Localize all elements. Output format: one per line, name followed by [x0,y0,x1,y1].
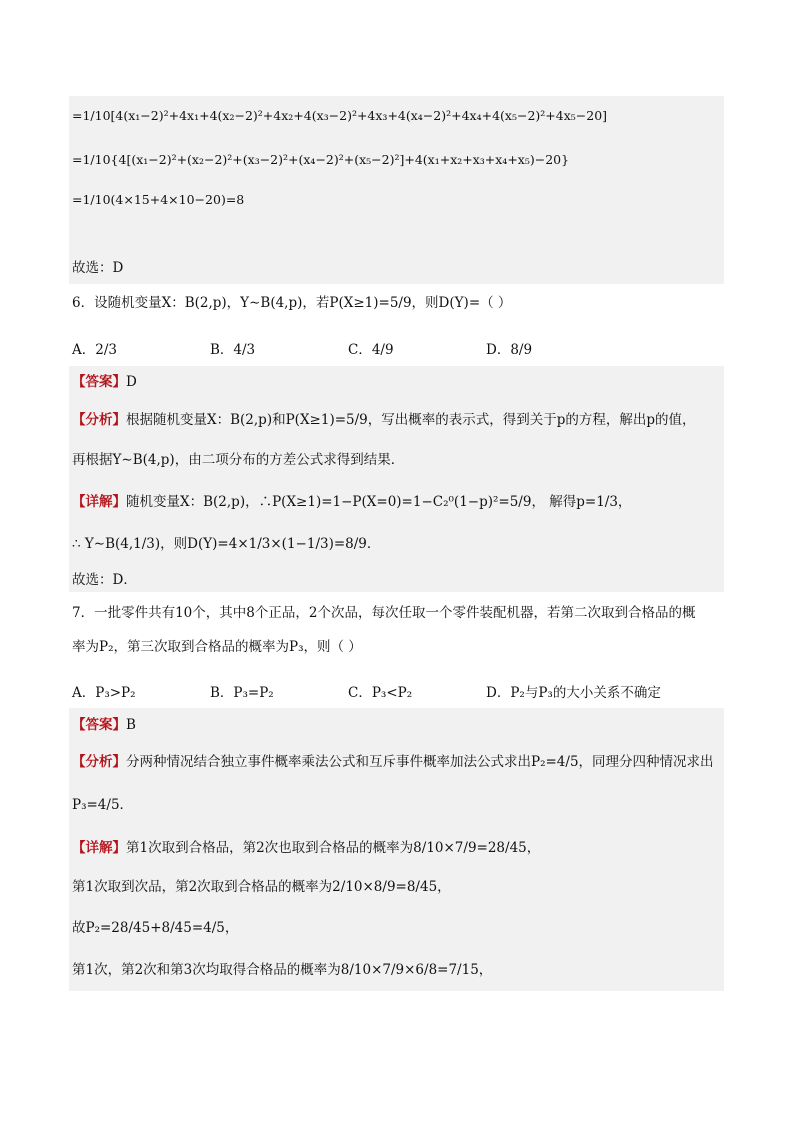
answer-tag: 【答案】 [72,374,126,390]
question-6-detail-line-2: ∴ Y∼B(4,1/3)，则D(Y)=4×1/3×(1−1/3)=8/9． [72,536,381,552]
answer-value: D [126,374,137,390]
question-7-answer [72,715,136,735]
question-6-analysis-line-2: 再根据Y∼B(4,p)，由二项分布的方差公式求得到结果． [72,452,405,468]
question-6-stem: 6．设随机变量X：B(2,p)，Y∼B(4,p)，若P(X≥1)=5/9，则D(Y)=（ ） [72,295,512,311]
solution-q5-line-2: =1/10{4[(x₁−2)²+(x₂−2)²+(x₃−2)²+(x₄−2)²+(x₅−2)²]+4(x₁+x₂+x₃+x₄+x₅)−20} [72,152,570,167]
question-6-select: 故选：D． [72,572,137,588]
answer-value: B [126,717,136,733]
answer-tag: 【答案】 [72,717,126,733]
question-7-detail-line-4: 第1次，第2次和第3次均取得合格品的概率为8/10×7/9×6/8=7/15， [72,962,493,978]
question-6-option-b: B．4/3 [210,342,256,358]
analysis-tag: 【分析】 [72,754,126,770]
analysis-text: 分两种情况结合独立事件概率乘法公式和互斥事件概率加法公式求出P₂=4/5，同理分四种情况求出 [126,754,714,770]
detail-tag: 【详解】 [72,494,126,510]
question-7-stem-line-1: 7．一批零件共有10个，其中8个正品，2个次品，每次任取一个零件装配机器，若第二次取到合格品的概 [72,605,696,621]
question-6-detail-line-1 [72,492,631,512]
analysis-text: 根据随机变量X：B(2,p)和P(X≥1)=5/9，写出概率的表示式，得到关于p的方程，解出p的值， [126,412,696,428]
analysis-tag: 【分析】 [72,412,126,428]
question-7-stem-line-2: 率为P₂，第三次取到合格品的概率为P₃，则（ ） [72,639,362,655]
question-6-option-d: D．8/9 [486,342,533,358]
question-6-option-c: C．4/9 [348,342,394,358]
question-7-detail-line-2: 第1次取到次品，第2次取到合格品的概率为2/10×8/9=8/45， [72,879,451,895]
question-7-analysis-line-1 [72,752,714,772]
question-7-option-a: A．P₃>P₂ [72,685,136,701]
question-7-analysis-line-2: P₃=4/5． [72,797,134,813]
question-7-detail-line-1 [72,838,540,858]
detail-text: 第1次取到合格品，第2次也取到合格品的概率为8/10×7/9=28/45， [126,840,541,856]
detail-text: 随机变量X：B(2,p)，∴P(X≥1)=1−P(X=0)=1−C₂⁰(1−p)²=5/9， 解得p=1/3， [126,494,632,510]
question-6-option-a: A．2/3 [72,342,117,358]
question-7-option-c: C．P₃<P₂ [348,685,413,701]
question-6-answer [72,372,137,392]
question-7-option-d: D．P₂与P₃的大小关系不确定 [486,685,661,701]
solution-block-q6 [69,366,724,592]
solution-q5-select: 故选：D [72,260,124,276]
question-7-option-b: B．P₃=P₂ [210,685,274,701]
question-6-analysis-line-1 [72,410,696,430]
detail-tag: 【详解】 [72,840,126,856]
solution-q5-line-3: =1/10(4×15+4×10−20)=8 [72,192,245,207]
question-7-detail-line-3: 故P₂=28/45+8/45=4/5， [72,920,239,936]
solution-q5-line-1: =1/10[4(x₁−2)²+4x₁+4(x₂−2)²+4x₂+4(x₃−2)²+4x₃+4(x₄−2)²+4x₄+4(x₅−2)²+4x₅−20] [72,108,608,123]
